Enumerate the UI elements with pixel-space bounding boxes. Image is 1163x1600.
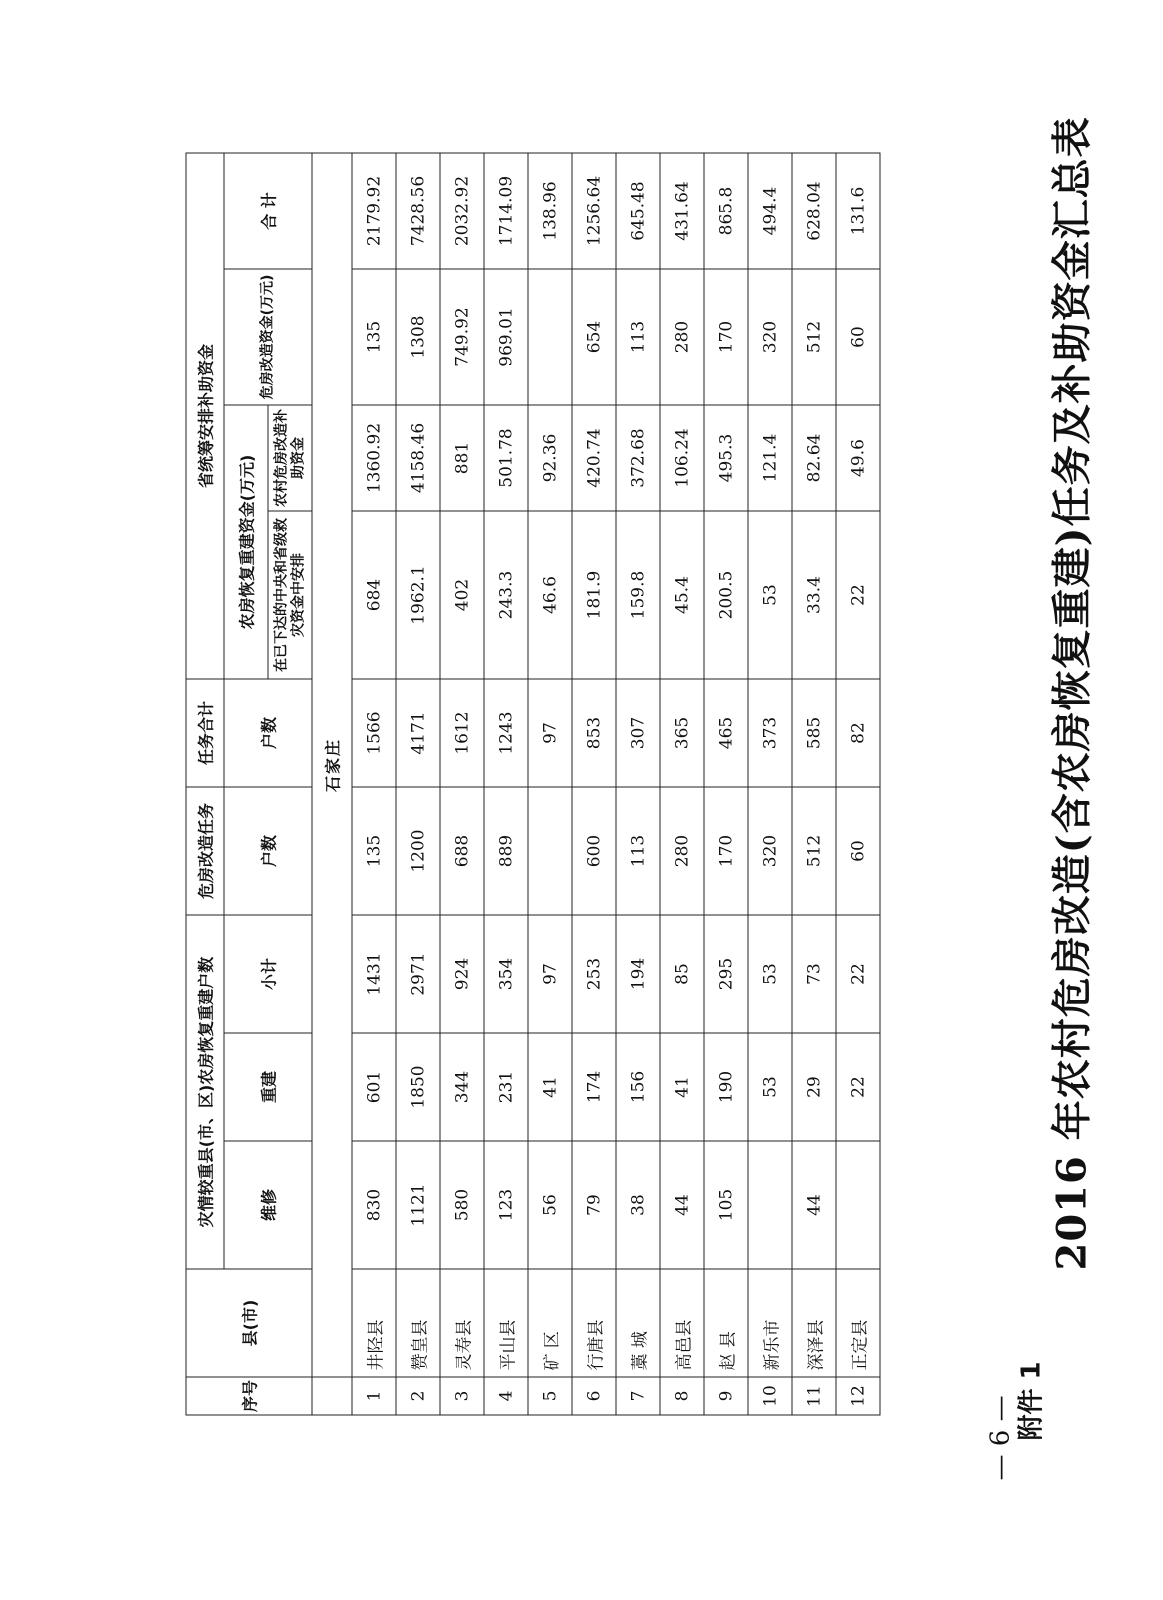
cell-subtotal: 924 [440, 915, 484, 1033]
cell-county: 赵 县 [704, 1269, 748, 1377]
cell-subtotal: 194 [616, 915, 660, 1033]
summary-table [185, 152, 880, 1415]
cell-rsub: 92.36 [528, 405, 572, 511]
cell-county: 矿 区 [528, 1269, 572, 1377]
cell-county: 井陉县 [352, 1269, 396, 1377]
cell-rsub: 106.24 [660, 405, 704, 511]
cell-rsub: 420.74 [572, 405, 616, 511]
cell-total: 1714.09 [484, 153, 528, 269]
cell-seq: 1 [352, 1377, 396, 1415]
cell-task: 1612 [440, 679, 484, 787]
cell-rsub: 372.68 [616, 405, 660, 511]
cell-renov-funds: 60 [836, 269, 880, 405]
table-row [572, 153, 616, 1415]
cell-renov-funds: 1308 [396, 269, 440, 405]
cell-rebuild: 53 [748, 1033, 792, 1141]
cell-county: 深泽县 [792, 1269, 836, 1377]
cell-county: 高邑县 [660, 1269, 704, 1377]
header-recovery-central: 在已下达的中央和省级救灾资金中安排 [268, 511, 312, 679]
cell-renov: 280 [660, 787, 704, 915]
header-repair: 维修 [224, 1141, 312, 1269]
cell-task: 97 [528, 679, 572, 787]
table-row [616, 153, 660, 1415]
cell-total: 494.4 [748, 153, 792, 269]
cell-repair: 1121 [396, 1141, 440, 1269]
cell-rebuild: 190 [704, 1033, 748, 1141]
cell-subtotal: 295 [704, 915, 748, 1033]
cell-seq: 11 [792, 1377, 836, 1415]
cell-task: 365 [660, 679, 704, 787]
cell-rebuild: 231 [484, 1033, 528, 1141]
header-total: 合 计 [224, 153, 312, 269]
cell-renov-funds [528, 269, 572, 405]
cell-subtotal: 97 [528, 915, 572, 1033]
cell-renov: 889 [484, 787, 528, 915]
cell-renov: 512 [792, 787, 836, 915]
cell-county: 新乐市 [748, 1269, 792, 1377]
cell-rsub: 1360.92 [352, 405, 396, 511]
header-recovery-renovation: 农村危房改造补助资金 [268, 405, 312, 511]
cell-central: 181.9 [572, 511, 616, 679]
cell-rebuild: 174 [572, 1033, 616, 1141]
header-renovation-households: 户数 [224, 787, 312, 915]
header-renovation-group: 危房改造任务 [186, 787, 224, 915]
cell-rsub: 881 [440, 405, 484, 511]
cell-renov [528, 787, 572, 915]
table-row [836, 153, 880, 1415]
cell-total: 7428.56 [396, 153, 440, 269]
cell-total: 2032.92 [440, 153, 484, 269]
cell-repair: 56 [528, 1141, 572, 1269]
table-row [528, 153, 572, 1415]
cell-central: 402 [440, 511, 484, 679]
cell-rsub: 82.64 [792, 405, 836, 511]
header-disaster-group: 灾情较重县(市、区)农房恢复重建户数 [186, 915, 224, 1269]
cell-total: 865.8 [704, 153, 748, 269]
cell-subtotal: 53 [748, 915, 792, 1033]
table-row [704, 153, 748, 1415]
cell-seq: 9 [704, 1377, 748, 1415]
cell-repair [748, 1141, 792, 1269]
cell-repair: 38 [616, 1141, 660, 1269]
cell-renov-funds: 113 [616, 269, 660, 405]
cell-renov-funds: 320 [748, 269, 792, 405]
cell-total: 628.04 [792, 153, 836, 269]
cell-county: 行唐县 [572, 1269, 616, 1377]
cell-county: 赞皇县 [396, 1269, 440, 1377]
cell-total: 2179.92 [352, 153, 396, 269]
table-row [352, 153, 396, 1415]
cell-central: 46.6 [528, 511, 572, 679]
cell-renov: 135 [352, 787, 396, 915]
cell-task: 4171 [396, 679, 440, 787]
cell-renov-funds: 654 [572, 269, 616, 405]
cell-rebuild: 601 [352, 1033, 396, 1141]
cell-total: 1256.64 [572, 153, 616, 269]
cell-subtotal: 22 [836, 915, 880, 1033]
cell-repair: 123 [484, 1141, 528, 1269]
cell-central: 53 [748, 511, 792, 679]
cell-repair: 79 [572, 1141, 616, 1269]
cell-renov-funds: 749.92 [440, 269, 484, 405]
page-number: — 6 — [985, 1394, 1015, 1480]
cell-seq: 2 [396, 1377, 440, 1415]
cell-central: 200.5 [704, 511, 748, 679]
cell-task: 585 [792, 679, 836, 787]
header-recovery-funds: 农房恢复重建资金(万元) [224, 405, 268, 679]
cell-repair [836, 1141, 880, 1269]
cell-total: 431.64 [660, 153, 704, 269]
cell-renov-funds: 280 [660, 269, 704, 405]
cell-task: 373 [748, 679, 792, 787]
header-provincial-group: 省统筹安排补助资金 [186, 153, 224, 679]
cell-task: 465 [704, 679, 748, 787]
document-title: 2016 年农村危房改造(含农房恢复重建)任务及补助资金汇总表 [1048, 115, 1095, 1270]
cell-repair: 830 [352, 1141, 396, 1269]
cell-central: 33.4 [792, 511, 836, 679]
header-rebuild: 重建 [224, 1033, 312, 1141]
city-seq-cell [312, 1377, 352, 1415]
cell-seq: 3 [440, 1377, 484, 1415]
cell-central: 1962.1 [396, 511, 440, 679]
cell-county: 正定县 [836, 1269, 880, 1377]
cell-repair: 44 [792, 1141, 836, 1269]
cell-subtotal: 354 [484, 915, 528, 1033]
table-row [484, 153, 528, 1415]
header-subtotal: 小计 [224, 915, 312, 1033]
header-task-total-group: 任务合计 [186, 679, 224, 787]
cell-renov: 1200 [396, 787, 440, 915]
cell-subtotal: 73 [792, 915, 836, 1033]
cell-seq: 5 [528, 1377, 572, 1415]
table-body [312, 153, 880, 1415]
cell-renov: 320 [748, 787, 792, 915]
cell-renov-funds: 512 [792, 269, 836, 405]
cell-seq: 10 [748, 1377, 792, 1415]
table-row [440, 153, 484, 1415]
cell-central: 684 [352, 511, 396, 679]
cell-renov: 600 [572, 787, 616, 915]
cell-repair: 44 [660, 1141, 704, 1269]
cell-task: 82 [836, 679, 880, 787]
cell-central: 159.8 [616, 511, 660, 679]
cell-total: 131.6 [836, 153, 880, 269]
cell-subtotal: 1431 [352, 915, 396, 1033]
cell-repair: 105 [704, 1141, 748, 1269]
cell-rsub: 49.6 [836, 405, 880, 511]
cell-renov: 60 [836, 787, 880, 915]
cell-county: 灵寿县 [440, 1269, 484, 1377]
cell-county: 平山县 [484, 1269, 528, 1377]
cell-county: 藁 城 [616, 1269, 660, 1377]
table-row [396, 153, 440, 1415]
cell-rebuild: 344 [440, 1033, 484, 1141]
cell-subtotal: 253 [572, 915, 616, 1033]
cell-rsub: 4158.46 [396, 405, 440, 511]
cell-total: 138.96 [528, 153, 572, 269]
cell-task: 1243 [484, 679, 528, 787]
cell-seq: 8 [660, 1377, 704, 1415]
attachment-label: 附件 1 [1016, 1360, 1046, 1440]
cell-rsub: 121.4 [748, 405, 792, 511]
cell-task: 853 [572, 679, 616, 787]
table-row [792, 153, 836, 1415]
cell-seq: 6 [572, 1377, 616, 1415]
table-row [748, 153, 792, 1415]
cell-rsub: 495.3 [704, 405, 748, 511]
cell-renov-funds: 969.01 [484, 269, 528, 405]
cell-rebuild: 29 [792, 1033, 836, 1141]
cell-rebuild: 22 [836, 1033, 880, 1141]
cell-rsub: 501.78 [484, 405, 528, 511]
cell-renov-funds: 135 [352, 269, 396, 405]
header-county: 县(市) [186, 1269, 312, 1377]
cell-rebuild: 156 [616, 1033, 660, 1141]
cell-renov: 170 [704, 787, 748, 915]
cell-renov: 688 [440, 787, 484, 915]
cell-central: 22 [836, 511, 880, 679]
cell-rebuild: 41 [528, 1033, 572, 1141]
cell-rebuild: 1850 [396, 1033, 440, 1141]
cell-seq: 12 [836, 1377, 880, 1415]
cell-total: 645.48 [616, 153, 660, 269]
cell-seq: 7 [616, 1377, 660, 1415]
city-row-label: 石家庄 [312, 153, 352, 1377]
cell-subtotal: 85 [660, 915, 704, 1033]
header-task-total-households: 户数 [224, 679, 312, 787]
cell-central: 45.4 [660, 511, 704, 679]
cell-central: 243.3 [484, 511, 528, 679]
cell-task: 1566 [352, 679, 396, 787]
cell-task: 307 [616, 679, 660, 787]
header-renovation-funds: 危房改造资金(万元) [224, 269, 312, 405]
cell-seq: 4 [484, 1377, 528, 1415]
cell-repair: 580 [440, 1141, 484, 1269]
header-seq: 序号 [186, 1377, 312, 1415]
cell-subtotal: 2971 [396, 915, 440, 1033]
cell-renov-funds: 170 [704, 269, 748, 405]
cell-rebuild: 41 [660, 1033, 704, 1141]
cell-renov: 113 [616, 787, 660, 915]
table-row [660, 153, 704, 1415]
